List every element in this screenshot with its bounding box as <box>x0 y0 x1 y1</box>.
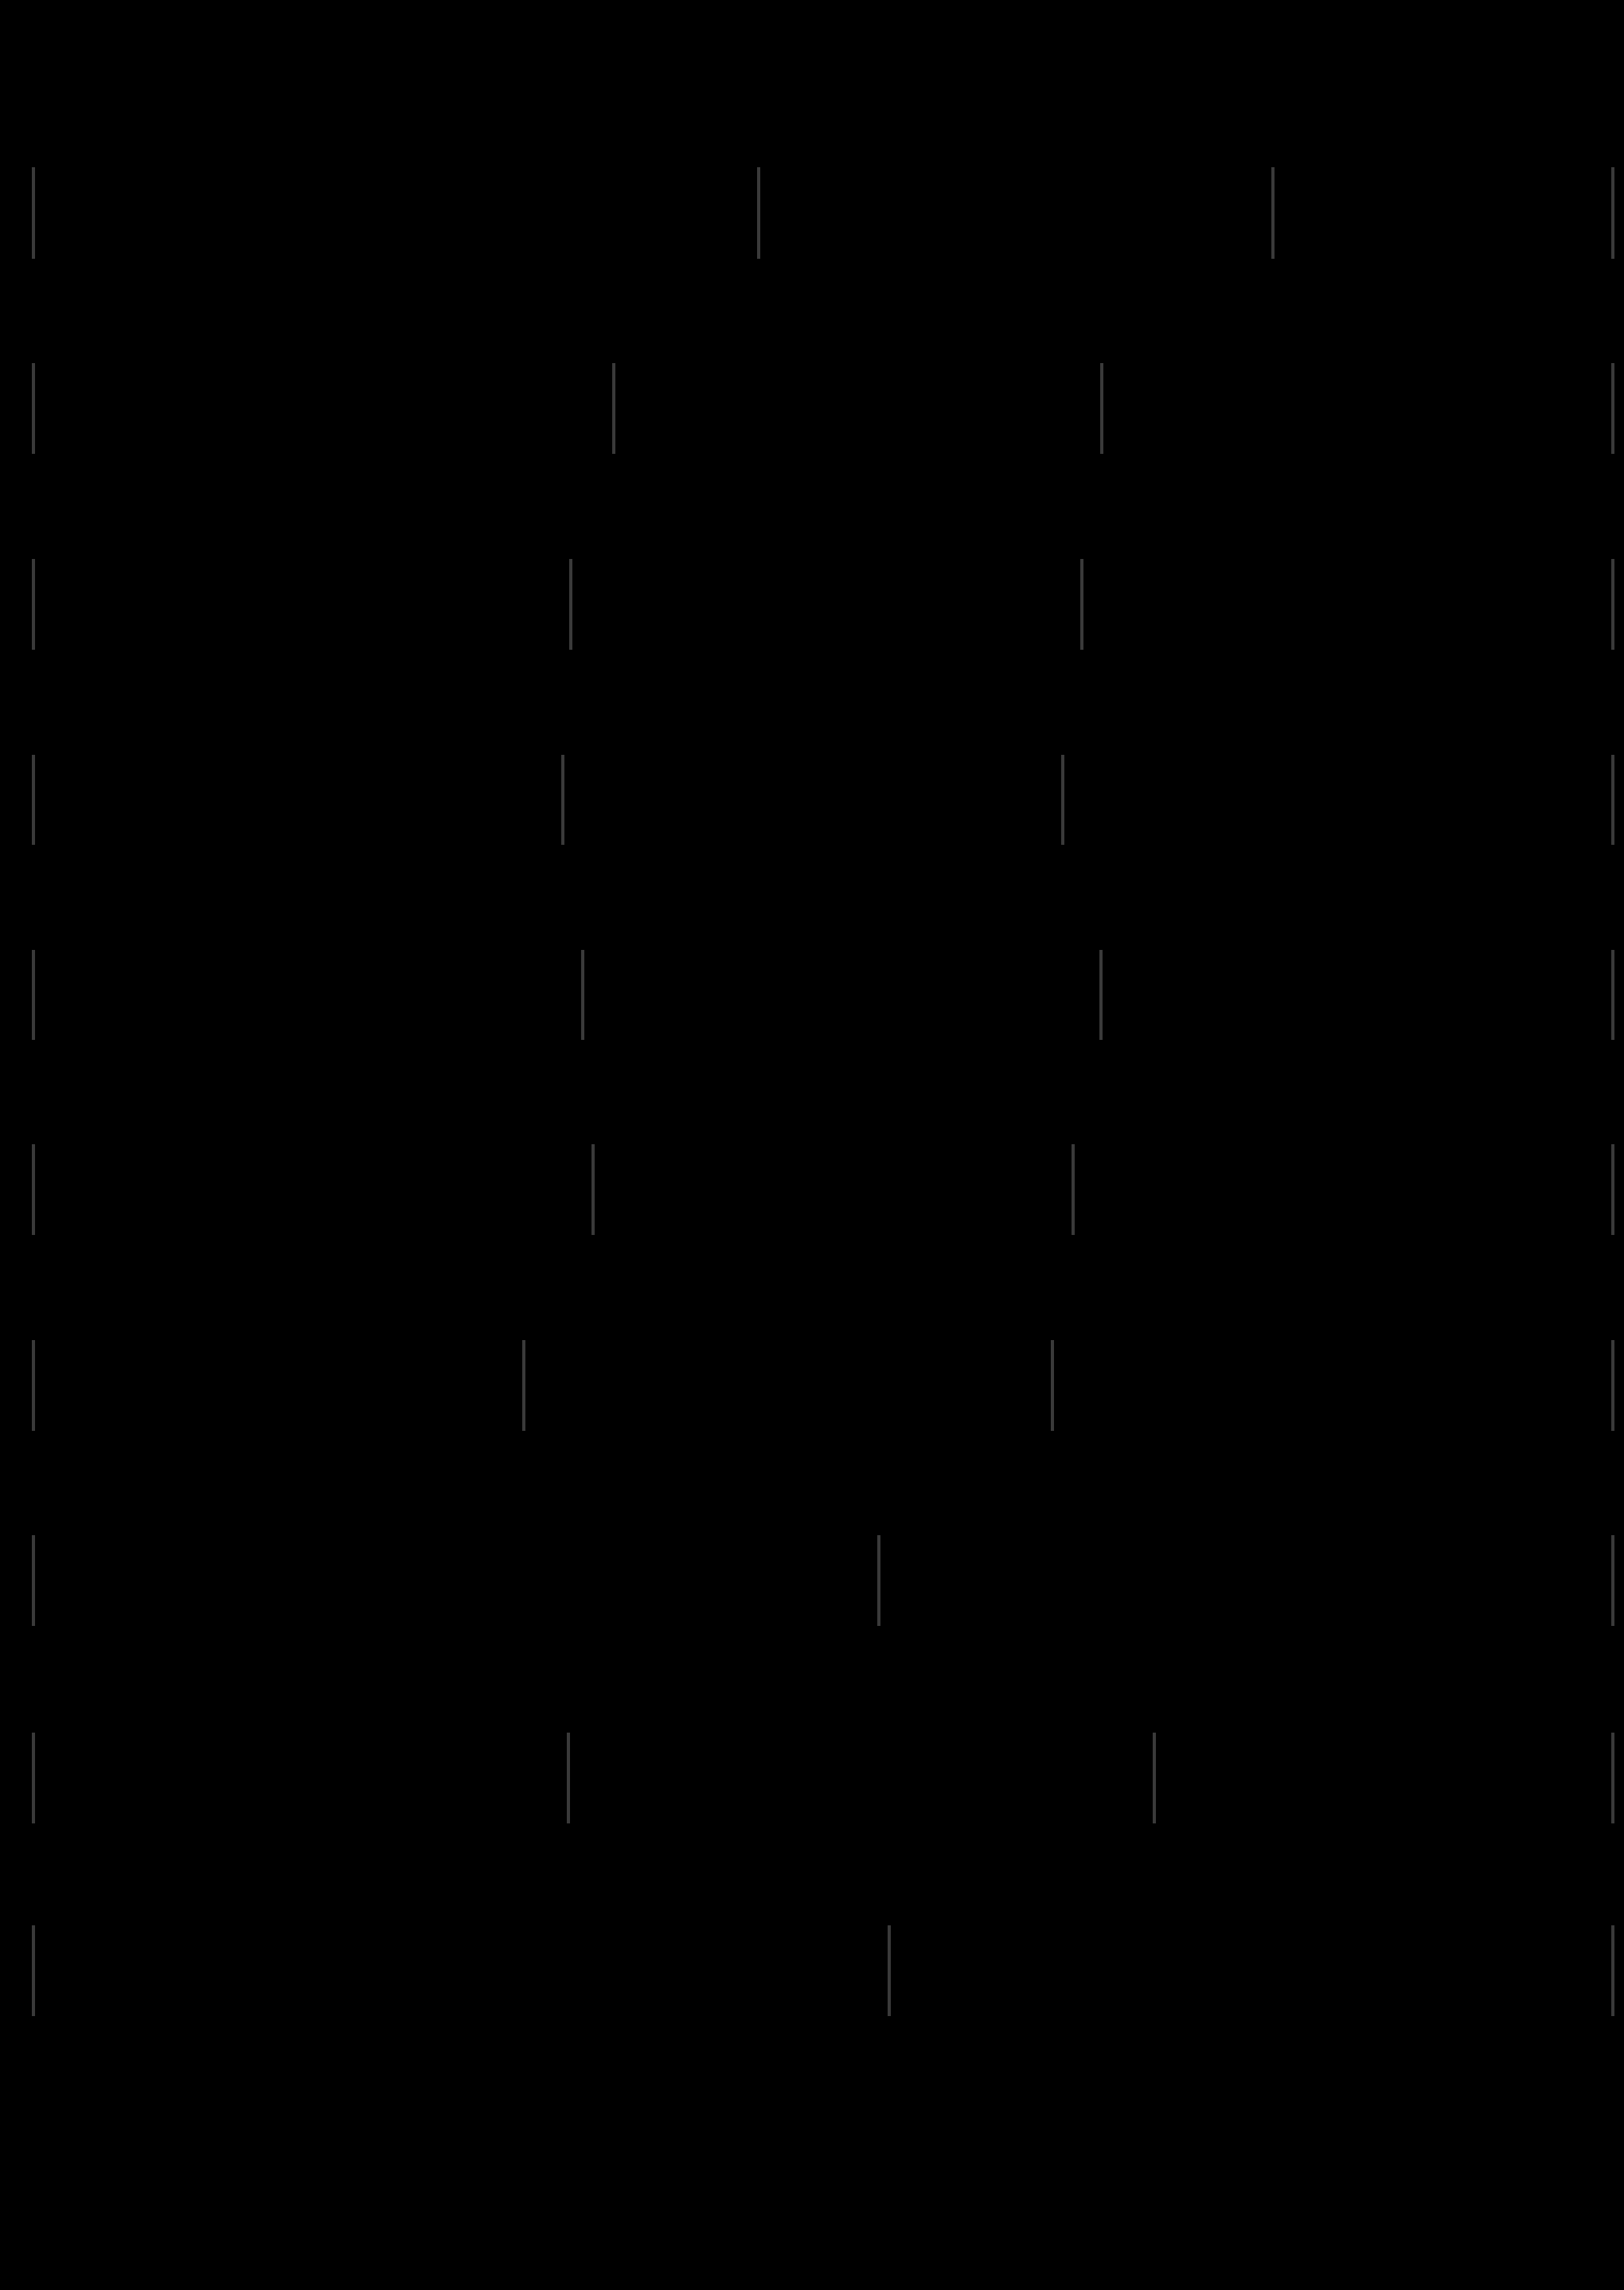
bar-line-row6-col4 <box>1611 1144 1614 1235</box>
bar-line-row5-col2 <box>581 950 584 1040</box>
bar-line-row9-col2 <box>567 1733 570 1823</box>
bar-line-row6-col1 <box>32 1144 35 1235</box>
bar-line-row3-col3 <box>1080 559 1083 650</box>
bar-line-row1-col1 <box>32 167 35 259</box>
bar-line-row4-col4 <box>1611 755 1614 845</box>
bar-line-row1-col4 <box>1611 167 1614 259</box>
bar-line-row1-col2 <box>757 167 760 259</box>
bar-line-row5-col4 <box>1611 950 1614 1040</box>
bar-line-row7-col1 <box>32 1340 35 1431</box>
bar-line-row8-col1 <box>32 1535 35 1626</box>
bar-line-row9-col1 <box>32 1733 35 1823</box>
bar-line-row2-col3 <box>1100 363 1103 454</box>
bar-line-row10-col1 <box>32 1925 35 2016</box>
bar-line-row2-col4 <box>1611 363 1614 454</box>
bar-line-row9-col4 <box>1611 1733 1614 1823</box>
bar-line-row5-col1 <box>32 950 35 1040</box>
bar-line-row6-col2 <box>591 1144 595 1235</box>
bar-line-row7-col3 <box>1051 1340 1054 1431</box>
bar-line-row9-col3 <box>1153 1733 1156 1823</box>
bar-line-row2-col2 <box>612 363 615 454</box>
bar-line-row8-col2 <box>877 1535 880 1626</box>
bar-line-row10-col2 <box>888 1925 891 2016</box>
bar-line-row7-col2 <box>522 1340 525 1431</box>
bar-line-row4-col3 <box>1061 755 1064 845</box>
bar-line-row3-col1 <box>32 559 35 650</box>
bar-line-row1-col3 <box>1271 167 1275 259</box>
bar-line-row3-col4 <box>1611 559 1614 650</box>
bar-line-row3-col2 <box>569 559 572 650</box>
bar-line-row2-col1 <box>32 363 35 454</box>
bar-line-row7-col4 <box>1611 1340 1614 1431</box>
bar-line-row8-col3 <box>1611 1535 1614 1626</box>
bar-line-row4-col1 <box>32 755 35 845</box>
bar-line-row10-col3 <box>1611 1925 1614 2016</box>
bar-line-row5-col3 <box>1099 950 1103 1040</box>
bar-line-row6-col3 <box>1072 1144 1075 1235</box>
bar-line-row4-col2 <box>561 755 564 845</box>
